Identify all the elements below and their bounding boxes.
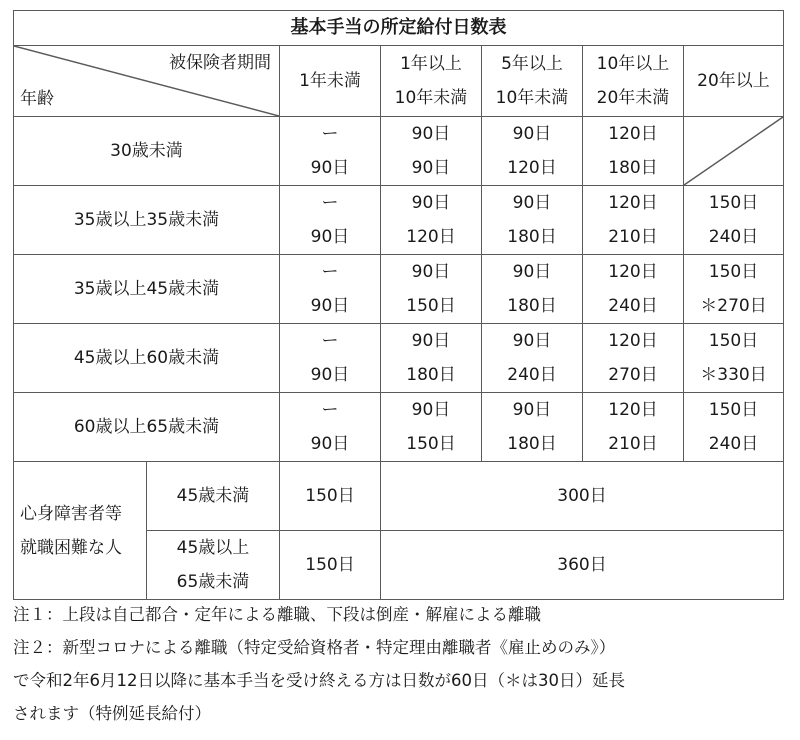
days-lower: 90日 [310,296,350,316]
special-group-cell [14,462,147,600]
days-lower: 180日 [507,227,557,247]
special-age-text: 45歳以上 [176,538,250,558]
days-cell [280,324,381,393]
special-age-text: 45歳未満 [176,486,250,506]
table-row [14,117,784,186]
not-applicable-cell [684,117,784,186]
days-lower: 210日 [608,434,658,454]
period-header-text: 1年未満 [299,71,361,91]
days-cell [280,117,381,186]
period-header [684,46,784,117]
age-axis-label: 年齢 [20,89,54,109]
days-lower: ＊270日 [700,296,767,316]
period-header [583,46,684,117]
days-cell [684,186,784,255]
days-cell [381,186,482,255]
days-cell [684,324,784,393]
days-cell [482,393,583,462]
note-line: で令和2年6月12日以降に基本手当を受け終える方は日数が60日（＊は30日）延長 [13,671,625,690]
days-upper: 120日 [608,400,658,420]
days-upper: 120日 [608,331,658,351]
age-cell: 35歳以上45歳未満 [14,255,280,324]
days-upper: ー [321,331,339,351]
days-lower: 120日 [406,227,456,247]
period-axis-label: 被保険者期間 [169,53,271,73]
days-cell [280,186,381,255]
days-cell [381,117,482,186]
days-cell: 150日 [280,531,381,600]
days-upper: ー [321,193,339,213]
period-header-text: 5年以上 [501,54,563,74]
days-cell [280,255,381,324]
days-cell [482,255,583,324]
days-upper: 150日 [708,400,759,420]
period-header [280,46,381,117]
period-header-text: 10年以上 [596,54,670,74]
days-lower: 90日 [310,434,350,454]
diagonal-line [684,117,783,185]
table-row [14,324,784,393]
days-upper: ー [321,400,339,420]
days-lower: 150日 [406,296,456,316]
days-upper: 120日 [608,124,658,144]
days-cell [381,324,482,393]
age-cell: 45歳以上60歳未満 [14,324,280,393]
days-upper: 90日 [411,193,451,213]
days-lower: 90日 [411,158,451,178]
days-cell: 150日 [280,462,381,531]
days-lower: 180日 [406,365,456,385]
days-cell [583,324,684,393]
table-row [14,255,784,324]
days-lower: 180日 [507,296,557,316]
days-lower: ＊330日 [700,365,767,385]
days-upper: ー [321,262,339,282]
age-cell: 30歳未満 [14,117,280,186]
table-row [14,186,784,255]
table-row [14,393,784,462]
table-title: 基本手当の所定給付日数表 [14,11,784,46]
days-upper: 150日 [708,331,759,351]
days-lower: 180日 [608,158,658,178]
period-header [482,46,583,117]
days-cell [583,186,684,255]
days-upper: 150日 [708,193,759,213]
period-header-text: 10年未満 [394,88,468,108]
days-upper: 90日 [512,331,552,351]
days-cell [482,324,583,393]
days-lower: 240日 [708,434,759,454]
age-cell: 35歳以上35歳未満 [14,186,280,255]
benefit-days-table [13,10,784,600]
age-cell: 60歳以上65歳未満 [14,393,280,462]
notes [13,598,788,730]
days-upper: 90日 [411,124,451,144]
days-upper: 90日 [411,331,451,351]
days-lower: 270日 [608,365,658,385]
days-lower: 240日 [708,227,759,247]
special-age-text: 65歳未満 [176,572,250,592]
days-lower: 90日 [310,158,350,178]
days-cell [280,393,381,462]
days-upper: 90日 [512,400,552,420]
days-cell [684,255,784,324]
special-age-cell [147,531,280,600]
days-upper: 120日 [608,193,658,213]
days-lower: 210日 [608,227,658,247]
days-cell [583,393,684,462]
period-header-text: 1年以上 [400,54,462,74]
days-upper: 90日 [512,193,552,213]
days-cell [684,393,784,462]
days-lower: 180日 [507,434,557,454]
days-cell [482,117,583,186]
days-lower: 240日 [507,365,557,385]
days-cell: 360日 [381,531,784,600]
days-cell [381,393,482,462]
period-header [381,46,482,117]
days-upper: 90日 [512,124,552,144]
days-lower: 90日 [310,227,350,247]
corner-header [14,46,280,117]
special-row [14,462,784,531]
days-lower: 150日 [406,434,456,454]
days-cell [381,255,482,324]
days-upper: 90日 [411,400,451,420]
days-upper: 90日 [411,262,451,282]
period-header-text: 10年未満 [495,88,569,108]
period-header-text: 20年未満 [596,88,670,108]
days-cell [482,186,583,255]
special-group-label: 就職困難な人 [20,537,122,558]
days-lower: 240日 [608,296,658,316]
days-cell: 300日 [381,462,784,531]
days-upper: 120日 [608,262,658,282]
days-cell [583,117,684,186]
special-group-label: 心身障害者等 [20,503,122,524]
days-cell [583,255,684,324]
special-age-cell [147,462,280,531]
note-line: 注２：新型コロナによる離職（特定受給資格者・特定理由離職者《雇止めのみ》） [13,638,616,657]
days-lower: 120日 [507,158,557,178]
period-header-text: 20年以上 [697,71,770,91]
days-upper: 150日 [708,262,759,282]
days-upper: ー [321,124,339,144]
days-upper: 90日 [512,262,552,282]
note-line: 注１：上段は自己都合・定年による離職、下段は倒産・解雇による離職 [13,605,541,624]
days-lower: 90日 [310,365,350,385]
note-line: されます（特例延長給付） [13,704,211,723]
